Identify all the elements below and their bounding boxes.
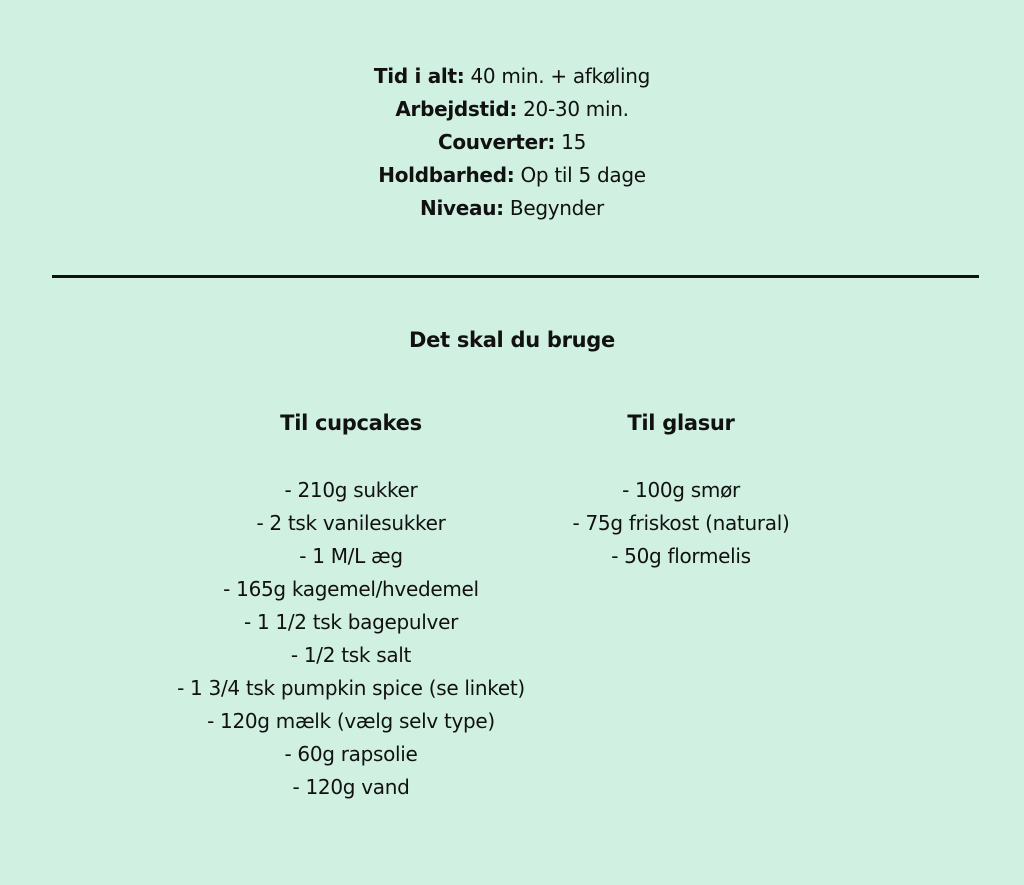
ingredient-item: - 165g kagemel/hvedemel xyxy=(223,577,479,601)
ingredient-item: - 60g rapsolie xyxy=(284,742,418,766)
meta-value: Begynder xyxy=(509,196,604,220)
meta-work-time xyxy=(0,93,1024,126)
meta-value: Op til 5 dage xyxy=(520,163,646,187)
ingredient-item: - 1 M/L æg xyxy=(299,544,403,568)
meta-label: Holdbarhed: xyxy=(378,163,515,187)
glasur-ingredients-column xyxy=(541,407,821,573)
cupcakes-ingredients-column xyxy=(131,407,571,804)
meta-label: Niveau: xyxy=(420,196,504,220)
ingredient-item: - 100g smør xyxy=(622,478,740,502)
meta-label: Tid i alt: xyxy=(373,64,465,88)
meta-total-time xyxy=(0,60,1024,93)
ingredients-heading: Det skal du bruge xyxy=(409,328,615,352)
cupcakes-heading: Til cupcakes xyxy=(280,411,422,435)
meta-value: 15 xyxy=(561,130,587,154)
ingredient-item: - 1 3/4 tsk pumpkin spice (se linket) xyxy=(177,676,525,700)
meta-label: Arbejdstid: xyxy=(395,97,518,121)
ingredient-item: - 120g mælk (vælg selv type) xyxy=(207,709,495,733)
ingredient-item: - 50g flormelis xyxy=(611,544,751,568)
meta-value: 20-30 min. xyxy=(523,97,629,121)
section-divider xyxy=(52,275,979,278)
ingredient-item: - 120g vand xyxy=(292,775,410,799)
meta-shelf-life xyxy=(0,159,1024,192)
meta-label: Couverter: xyxy=(437,130,556,154)
meta-level xyxy=(0,192,1024,225)
ingredient-item: - 1 1/2 tsk bagepulver xyxy=(243,610,459,634)
ingredient-item: - 1/2 tsk salt xyxy=(290,643,412,667)
recipe-meta xyxy=(0,60,1024,225)
ingredient-item: - 210g sukker xyxy=(284,478,418,502)
ingredient-item: - 2 tsk vanilesukker xyxy=(256,511,446,535)
meta-value: 40 min. + afkøling xyxy=(470,64,651,88)
ingredient-item: - 75g friskost (natural) xyxy=(572,511,790,535)
glasur-heading: Til glasur xyxy=(627,411,735,435)
meta-servings xyxy=(0,126,1024,159)
